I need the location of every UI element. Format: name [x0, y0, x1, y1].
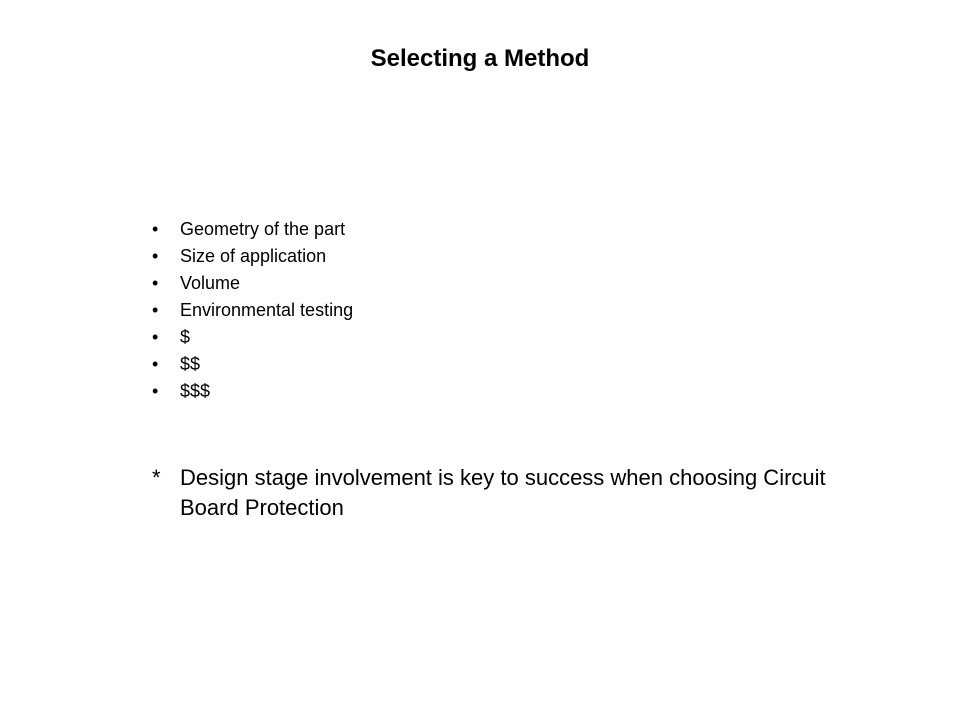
list-item — [152, 216, 353, 243]
list-item-text: $ — [180, 327, 191, 347]
bullet-dot-icon: • — [152, 327, 159, 347]
list-item — [152, 378, 353, 405]
list-item — [152, 270, 353, 297]
bullet-dot-icon: • — [152, 300, 159, 320]
list-item — [152, 297, 353, 324]
bullet-dot-icon: • — [152, 273, 159, 293]
bullet-dot-icon: • — [152, 246, 159, 266]
list-item-text: $$ — [180, 354, 201, 374]
list-item — [152, 324, 353, 351]
key-note — [152, 463, 872, 523]
list-item-text: Geometry of the part — [180, 219, 346, 239]
bullet-dot-icon: • — [152, 381, 159, 401]
list-item-text: Environmental testing — [180, 300, 354, 320]
list-item-text: Size of application — [180, 246, 327, 266]
asterisk-icon: * — [152, 465, 161, 490]
list-item-text: $$$ — [180, 381, 211, 401]
bullet-dot-icon: • — [152, 354, 159, 374]
list-item — [152, 243, 353, 270]
key-note-text: Design stage involvement is key to success when choosing Circuit Board Protection — [180, 465, 826, 520]
bullet-list — [152, 216, 353, 405]
bullet-dot-icon: • — [152, 219, 159, 239]
slide-title: Selecting a Method — [370, 45, 590, 72]
list-item-text: Volume — [180, 273, 241, 293]
list-item — [152, 351, 353, 378]
